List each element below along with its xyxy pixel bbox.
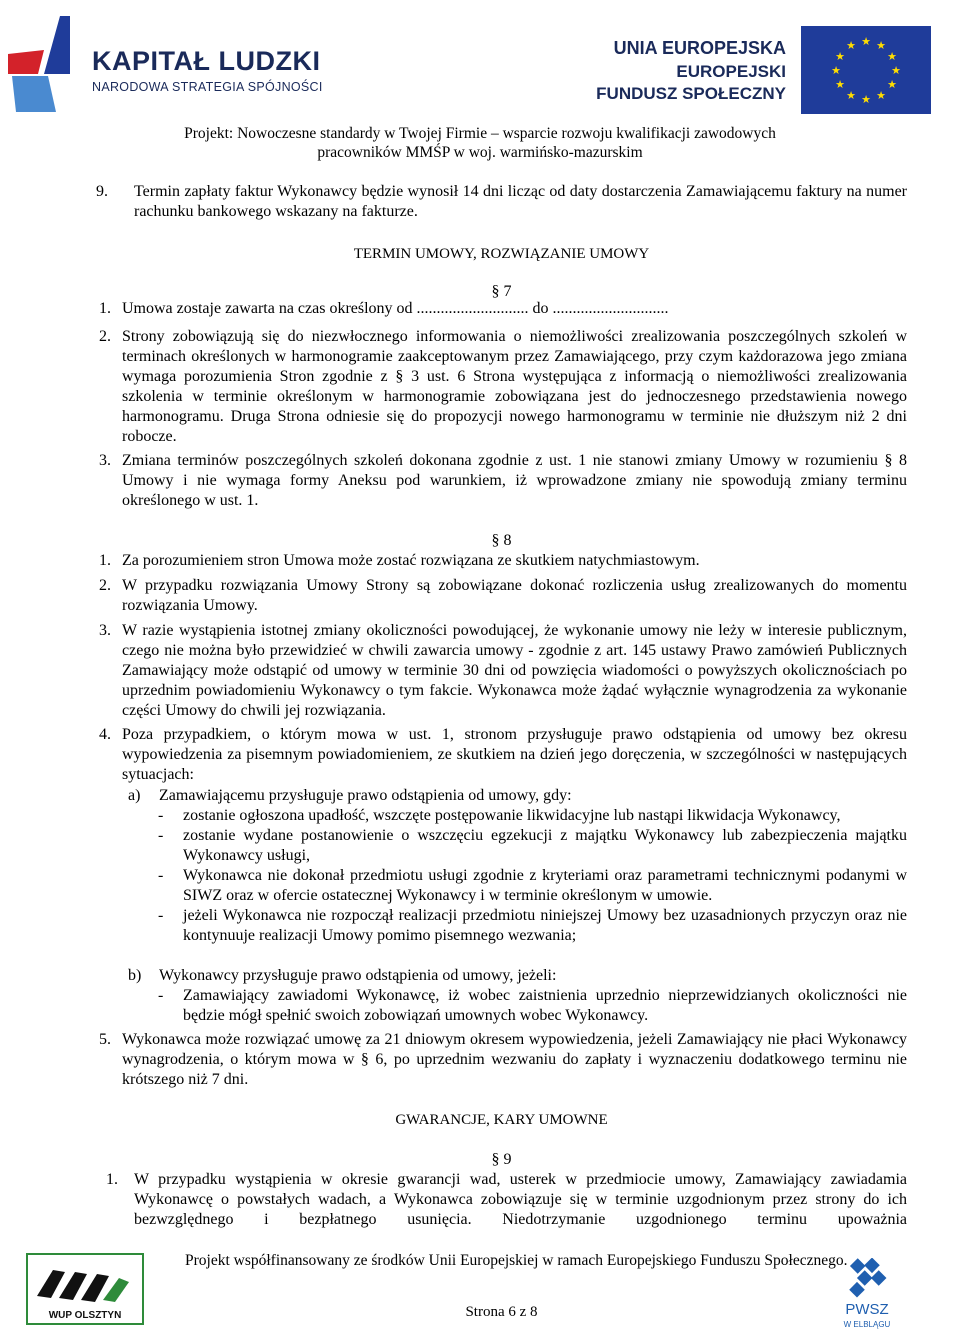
svg-text:★: ★ — [835, 78, 845, 91]
list-dash: - — [158, 987, 164, 1004]
svg-text:★: ★ — [835, 50, 845, 63]
cofinanced-note: Projekt współfinansowany ze środków Unii Europejskiej w ramach Europejskiego Funduszu Społecznego. — [185, 1252, 848, 1269]
item-number: 2. — [99, 328, 111, 345]
svg-text:★: ★ — [876, 89, 886, 102]
list-dash: - — [158, 867, 164, 884]
sec8-4a-item-2: zostanie wydane postanowienie o wszczęciu egzekucji z majątku Wykonawcy lub zabezpieczenia majątku Wykonawcy usługi, — [183, 827, 907, 864]
item-number: 9. — [96, 183, 108, 200]
eu-flag-icon — [801, 26, 931, 114]
sec8-point-4a: Zamawiającemu przysługuje prawo odstąpienia od umowy, gdy: — [159, 787, 572, 804]
item-number: 3. — [99, 452, 111, 469]
list-label-b: b) — [128, 967, 142, 984]
list-label-a: a) — [128, 787, 141, 804]
sec8-4a-item-4: jeżeli Wykonawca nie rozpoczął realizacji przedmiotu niniejszej Umowy bez uzasadnionych przyczyn oraz nie kontynuuje realizacji Umowy pomimo pisemnego wezwania; — [183, 907, 907, 944]
list-dash: - — [158, 807, 164, 824]
sec8-4a-item-1: zostanie ogłoszona upadłość, wszczęte postępowanie likwidacyjne lub nastąpi likwidacja Wykonawcy, — [183, 807, 841, 824]
sec7-point-2: Strony zobowiązują się do niezwłocznego informowania o niemożliwości zrealizowania poszczególnych szkoleń w terminach określonych w harmonogramie zaakceptowanym przez Zamawiającego, przy czym każdorazowa jego zmiana wymaga porozumienia Stron zgodnie z § 3 ust. 6 Strona występująca z informacją o niemożliwości zrealizowania szkolenia w terminie określonym w harmonogramie zobowiązana jest do jednoczesnego przedstawienia nowego harmonogramu. Druga Strona odniesie się do propozycji nowego harmonogramu w terminie nie dłuższym niż 2 dni robocze. — [122, 328, 907, 445]
wup-label: WUP OLSZTYN — [48, 1310, 122, 1321]
kapital-ludzki-subtitle: NARODOWA STRATEGIA SPÓJNOŚCI — [92, 80, 323, 94]
sec8-point-2: W przypadku rozwiązania Umowy Strony są zobowiązane dokonać rozliczenia usług zrealizowanych do momentu rozwiązania Umowy. — [122, 577, 907, 614]
svg-text:★: ★ — [861, 93, 871, 106]
sec8-point-5: Wykonawca może rozwiązać umowę za 21 dniowym okresem wypowiedzenia, jeżeli Zamawiający nie płaci Wykonawcy wynagrodzenia, o którym mowa w § 6, po uprzednim wezwaniu do zapłaty i wyznaczeniu dodatkowego terminu nie krótszego niż 7 dni. — [122, 1031, 907, 1088]
list-dash: - — [158, 907, 164, 924]
project-header-line2: pracowników MMŚP w woj. warmińsko-mazurskim — [317, 144, 643, 161]
item-9-text: Termin zapłaty faktur Wykonawcy będzie wynosił 14 dni licząc od daty dostarczenia Zamawiającemu faktury na numer rachunku bankowego wskazany na fakturze. — [134, 183, 907, 220]
svg-text:★: ★ — [876, 39, 886, 52]
item-number: 1. — [99, 552, 111, 569]
pwsz-label: PWSZ — [845, 1301, 889, 1318]
pwsz-elblag-logo — [812, 1258, 922, 1330]
kapital-ludzki-title: KAPITAŁ LUDZKI — [92, 46, 321, 76]
paragraph-mark-9: § 9 — [491, 1151, 512, 1168]
sec8-point-4b: Wykonawcy przysługuje prawo odstąpienia od umowy, jeżeli: — [159, 967, 557, 984]
sec8-point-1: Za porozumieniem stron Umowa może zostać rozwiązana ze skutkiem natychmiastowym. — [122, 552, 700, 569]
section-heading-gwarancje: GWARANCJE, KARY UMOWNE — [395, 1112, 608, 1128]
pwsz-sub-label: W ELBLĄGU — [843, 1320, 891, 1329]
sec7-point-1: Umowa zostaje zawarta na czas określony od ............................ do ............................. — [122, 300, 669, 317]
item-number: 5. — [99, 1031, 111, 1048]
sec8-4b-item-1: Zamawiający zawiadomi Wykonawcę, iż wobec zaistnienia uprzednio nieprzewidzianych okoliczności nie będzie mógł spełnić swoich zobowiązań umownych wobec Wykonawcy. — [183, 987, 907, 1024]
project-header-line1: Projekt: Nowoczesne standardy w Twojej Firmie – wsparcie rozwoju kwalifikacji zawodowych — [184, 125, 776, 142]
sec7-point-3: Zmiana terminów poszczególnych szkoleń dokonana zgodnie z ust. 1 nie stanowi zmiany Umowy w rozumieniu § 8 Umowy i nie wymaga formy Aneksu pod warunkiem, iż wprowadzone zmiany nie spowodują zmiany terminu określonego w ust. 1. — [122, 452, 907, 509]
sec8-4a-item-3: Wykonawca nie dokonał przedmiotu usługi zgodnie z kryteriami oraz parametrami technicznymi podanymi w SIWZ oraz w ofercie ostatecznej Wykonawcy i w terminie określonym w umowie. — [183, 867, 907, 904]
sec9-point-1: W przypadku wystąpienia w okresie gwarancji wad, usterek w przedmiocie umowy, Zamawiający zawiadamia Wykonawcę o powstałych wadach, a Wykonawca zobowiązuje się w terminie uzgodnionym przez strony do ich bezwzględnego i bezpłatnego usunięcia. Niedotrzymanie uzgodnionego terminu upoważnia — [134, 1171, 907, 1228]
sec8-point-4: Poza przypadkiem, o którym mowa w ust. 1, stronom przysługuje prawo odstąpienia od umowy bez okresu wypowiedzenia za pisemnym powiadomieniem, ze skutkiem na dzień jego doręczenia, w szczególności w następujących sytuacjach: — [122, 726, 907, 783]
project-header — [120, 124, 840, 162]
svg-text:★: ★ — [887, 50, 897, 63]
sec8-point-3: W razie wystąpienia istotnej zmiany okoliczności powodującej, że wykonanie umowy nie leży w interesie publicznym, czego nie można było przewidzieć w chwili zawarcia umowy - zgodnie z art. 145 ustawy Prawo zamówień Publicznych Zamawiający może odstąpić od umowy w terminie 30 dni od powzięcia wiadomości o powyższych okolicznościach po uprzednim powiadomieniu Wykonawcy o tym fakcie. Wykonawca może żądać wyłącznie wynagrodzenia za wykonanie części Umowy do chwili jej rozwiązania. — [122, 622, 907, 719]
item-number: 4. — [99, 726, 111, 743]
section-heading-termin: TERMIN UMOWY, ROZWIĄZANIE UMOWY — [353, 246, 650, 262]
item-number: 3. — [99, 622, 111, 639]
paragraph-mark-7: § 7 — [491, 283, 512, 300]
svg-text:★: ★ — [831, 64, 841, 77]
svg-text:★: ★ — [861, 35, 871, 48]
paragraph-mark-8: § 8 — [491, 532, 512, 549]
list-dash: - — [158, 827, 164, 844]
ue-fund-line2: FUNDUSZ SPOŁECZNY — [596, 84, 786, 103]
svg-text:★: ★ — [887, 78, 897, 91]
svg-text:★: ★ — [891, 64, 901, 77]
page-number: Strona 6 z 8 — [465, 1304, 538, 1320]
svg-text:★: ★ — [846, 89, 856, 102]
ue-title: UNIA EUROPEJSKA — [613, 38, 786, 58]
svg-text:★: ★ — [846, 39, 856, 52]
item-number: 2. — [99, 577, 111, 594]
ue-fund-line1: EUROPEJSKI — [676, 62, 786, 81]
item-number: 1. — [99, 300, 111, 317]
item-number: 1. — [106, 1171, 118, 1188]
